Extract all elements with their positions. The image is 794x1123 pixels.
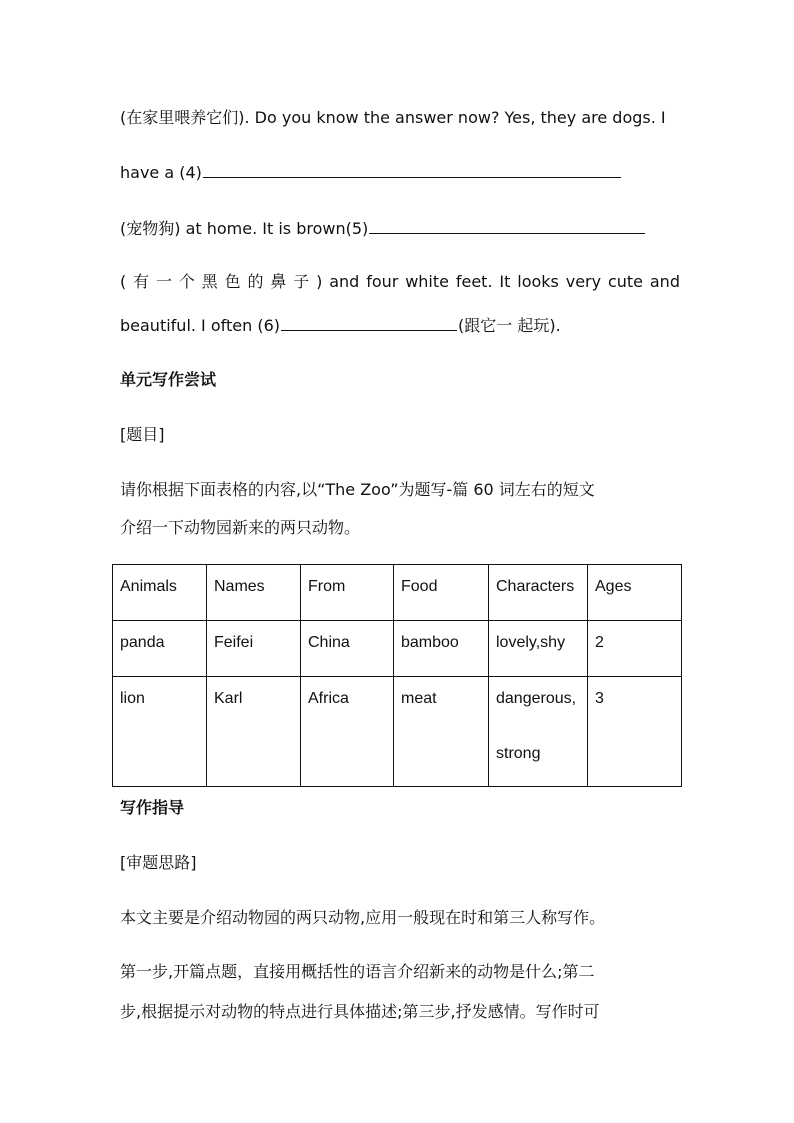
section-label-topic: [题目] <box>120 425 165 444</box>
section-heading-writing-guide: 写作指导 <box>120 798 185 817</box>
prompt-line-2: 介绍一下动物园新来的两只动物。 <box>120 518 361 537</box>
table-cell: Karl <box>207 677 301 787</box>
table-row <box>113 677 682 787</box>
section-label-analysis: [审题思路] <box>120 853 197 872</box>
passage-line-3 <box>120 218 680 239</box>
table-header-cell: Food <box>394 565 489 621</box>
table-cell: Feifei <box>207 621 301 677</box>
word: 有 <box>133 272 150 291</box>
word: very <box>565 272 602 291</box>
table-header-cell: Ages <box>588 565 682 621</box>
table-cell-characters <box>489 677 588 787</box>
passage-line-5-suffix: (跟它一 起玩). <box>458 316 561 335</box>
table-header-row <box>113 565 682 621</box>
guide-paragraph-2-line-1: 第一步,开篇点题，直接用概括性的语言介绍新来的动物是什么;第二 <box>120 962 595 981</box>
word: ) <box>316 272 323 291</box>
word: and <box>329 272 360 291</box>
passage-line-2 <box>120 162 680 183</box>
section-heading-writing-practice: 单元写作尝试 <box>120 370 217 389</box>
word: 个 <box>178 272 195 291</box>
passage-line-1: (在家里喂养它们). Do you know the answer now? Yes, they are dogs. I <box>120 108 666 127</box>
word: 黑 <box>201 272 218 291</box>
word: feet. <box>455 272 493 291</box>
word: 一 <box>155 272 172 291</box>
characters-line-1: dangerous, <box>496 690 577 707</box>
table-cell: lion <box>113 677 207 787</box>
table-cell: Africa <box>301 677 394 787</box>
table-header-cell: Animals <box>113 565 207 621</box>
answer-blank-6[interactable] <box>281 315 457 331</box>
table-header-cell: From <box>301 565 394 621</box>
word: white <box>405 272 449 291</box>
word: looks <box>517 272 559 291</box>
passage-line-4 <box>120 272 680 292</box>
word: 鼻 <box>270 272 287 291</box>
table-row <box>113 621 682 677</box>
table-cell: lovely,shy <box>489 621 588 677</box>
word: ( <box>120 272 127 291</box>
table-cell: meat <box>394 677 489 787</box>
answer-blank-4[interactable] <box>203 162 621 178</box>
word: four <box>366 272 399 291</box>
table-cell: 3 <box>588 677 682 787</box>
passage-line-2-text: have a (4) <box>120 163 202 182</box>
table-header-cell: Names <box>207 565 301 621</box>
table-cell: panda <box>113 621 207 677</box>
table-cell: bamboo <box>394 621 489 677</box>
characters-line-2: strong <box>496 745 541 762</box>
word: 色 <box>224 272 241 291</box>
table-cell: China <box>301 621 394 677</box>
word: cute <box>607 272 644 291</box>
prompt-line-1: 请你根据下面表格的内容,以“The Zoo”为题写-篇 60 词左右的短文 <box>120 480 595 499</box>
animal-info-table <box>112 564 682 787</box>
word: and <box>649 272 680 291</box>
guide-paragraph-1: 本文主要是介绍动物园的两只动物,应用一般现在时和第三人称写作。 <box>120 908 606 927</box>
word: It <box>499 272 511 291</box>
table-header-cell: Characters <box>489 565 588 621</box>
word: 的 <box>247 272 264 291</box>
answer-blank-5[interactable] <box>369 218 645 234</box>
passage-line-5 <box>120 315 680 336</box>
guide-paragraph-2-line-2: 步,根据提示对动物的特点进行具体描述;第三步,抒发感情。写作时可 <box>120 1002 600 1021</box>
table-cell: 2 <box>588 621 682 677</box>
passage-line-5-text: beautiful. I often (6) <box>120 316 281 335</box>
passage-line-3-text: (宠物狗) at home. It is brown(5) <box>120 219 369 238</box>
word: 子 <box>293 272 310 291</box>
